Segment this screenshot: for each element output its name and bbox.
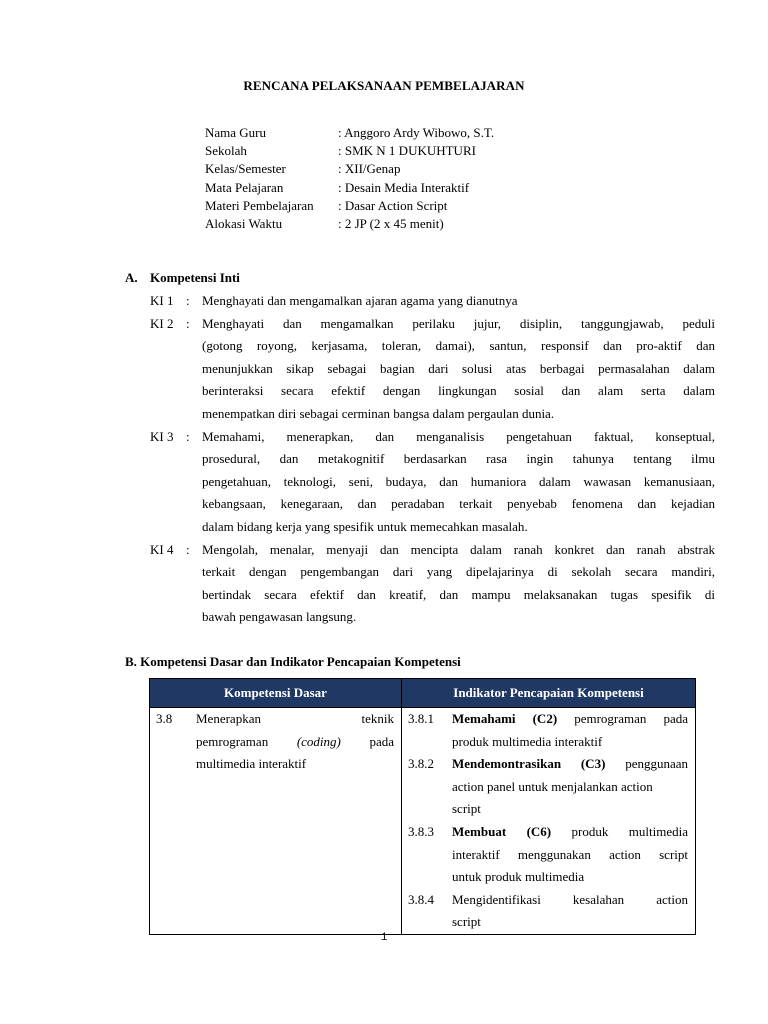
indicator-text xyxy=(452,753,688,821)
ki-text xyxy=(202,539,715,629)
ki-code: KI 1 xyxy=(150,293,174,308)
kd-word-italic: (coding) xyxy=(296,733,341,749)
kd-line xyxy=(196,708,394,731)
indicator-cell xyxy=(402,708,696,935)
indicator-line: untuk produk multimedia xyxy=(452,869,585,885)
ki-line: menunjukkan sikap sebagai bagian dari solusi atas berbagai permasalahan dalam xyxy=(202,360,715,376)
indicator-line xyxy=(452,821,688,844)
ki-text xyxy=(202,313,715,426)
info-label: Kelas/Semester xyxy=(205,161,286,177)
ki-line: bawah pengawasan langsung. xyxy=(202,609,357,625)
indicator-bold: Mendemontrasikan (C3) xyxy=(452,756,606,772)
indicator-item xyxy=(402,753,695,821)
ki-colon: : xyxy=(186,293,190,308)
kd-number: 3.8 xyxy=(156,711,173,726)
ki-colon: : xyxy=(186,541,190,557)
indicator-text xyxy=(452,821,688,889)
section-title: Kompetensi Dasar dan Indikator Pencapaian Kompetensi xyxy=(140,654,461,669)
indicator-line: action panel untuk menjalankan action xyxy=(452,778,653,794)
section-title: Kompetensi Inti xyxy=(150,270,240,285)
ki-line: prosedural, dan metakognitif berdasarkan rasa ingin tahunya tentang ilmu xyxy=(202,451,715,467)
indicator-bold: Membuat (C6) xyxy=(452,823,552,839)
ki-line: menempatkan diri sebagai cerminan bangsa dalam pergaulan dunia. xyxy=(202,405,555,421)
indicator-rest: penggunaan xyxy=(605,756,689,772)
indicator-line: interaktif menggunakan action script xyxy=(452,846,688,862)
ki-line: (gotong royong, kerjasama, toleran, damai), santun, responsif dan pro-aktif dan xyxy=(202,338,715,354)
info-label: Materi Pembelajaran xyxy=(205,197,314,213)
ki-code: KI 3 xyxy=(150,428,174,444)
page-number: 1 xyxy=(380,932,388,944)
indicator-item xyxy=(402,821,695,889)
info-label: Mata Pelajaran xyxy=(205,179,284,195)
header-indikator: Indikator Pencapaian Kompetensi xyxy=(402,679,696,708)
ki-line: Menghayati dan mengamalkan ajaran agama yang dianutnya xyxy=(202,293,518,308)
ki-code: KI 2 xyxy=(150,315,174,331)
section-b-heading xyxy=(125,654,461,670)
info-value: : SMK N 1 DUKUHTURI xyxy=(338,143,476,159)
indicator-rest: pemrograman pada xyxy=(557,711,689,726)
ki-item xyxy=(150,290,715,313)
kd-word: teknik xyxy=(361,711,394,726)
indicator-line xyxy=(452,708,688,731)
info-row xyxy=(205,142,494,160)
section-letter: A. xyxy=(125,270,138,285)
indicator-number: 3.8.2 xyxy=(408,756,434,772)
info-label: Sekolah xyxy=(205,143,247,159)
info-row xyxy=(205,124,494,142)
info-row xyxy=(205,160,494,178)
section-letter: B. xyxy=(125,654,137,669)
ki-line: berinteraksi secara efektif dengan lingkungan sosial dan alam serta dalam xyxy=(202,383,715,399)
indicator-number: 3.8.1 xyxy=(408,711,434,726)
indicator-text xyxy=(452,889,688,934)
indicator-line: script xyxy=(452,801,481,817)
kd-line xyxy=(196,731,394,754)
indicator-text xyxy=(452,708,688,753)
kd-word: pada xyxy=(369,733,395,749)
ki-code: KI 4 xyxy=(150,541,174,557)
info-row xyxy=(205,197,494,215)
info-value: : Dasar Action Script xyxy=(338,197,448,213)
kd-word: pemrograman xyxy=(196,733,269,749)
indicator-item xyxy=(402,708,695,753)
header-kompetensi-dasar: Kompetensi Dasar xyxy=(150,679,402,708)
indicator-number: 3.8.3 xyxy=(408,823,434,839)
indicator-item xyxy=(402,889,695,934)
indicator-line: produk multimedia interaktif xyxy=(452,733,603,749)
ki-line: Mengolah, menalar, menyaji dan mencipta dalam ranah konkret dan ranah abstrak xyxy=(202,541,715,557)
ki-line: Menghayati dan mengamalkan perilaku jujur, disiplin, tanggungjawab, peduli xyxy=(202,315,715,331)
kd-word: Menerapkan xyxy=(196,711,261,726)
ki-line: kebangsaan, kenegaraan, dan peradaban terkait penyebab fenomena dan kejadian xyxy=(202,496,715,512)
ki-line: bertindak secara efektif dan kreatif, dan mampu melaksanakan tugas spesifik di xyxy=(202,586,715,602)
kompetensi-inti-list xyxy=(150,290,715,629)
info-value: : Anggoro Ardy Wibowo, S.T. xyxy=(338,125,495,140)
kd-cell xyxy=(150,708,402,935)
ki-item xyxy=(150,426,715,539)
ki-line: dalam bidang kerja yang spesifik untuk memecahkan masalah. xyxy=(202,518,528,534)
identity-block xyxy=(205,124,494,233)
document-title: RENCANA PELAKSANAAN PEMBELAJARAN xyxy=(243,78,525,93)
info-label: Nama Guru xyxy=(205,125,267,140)
info-value: : 2 JP (2 x 45 menit) xyxy=(338,215,444,231)
ki-text xyxy=(202,426,715,539)
ki-line: pengetahuan, teknologi, seni, budaya, dan humaniora dalam wawasan kemanusiaan, xyxy=(202,473,715,489)
indicator-rest: produk multimedia xyxy=(551,823,688,839)
ki-item xyxy=(150,539,715,629)
ki-text xyxy=(202,290,715,313)
section-a-heading xyxy=(125,270,240,286)
info-value: : Desain Media Interaktif xyxy=(338,179,470,195)
info-row xyxy=(205,215,494,233)
indicator-bold: Memahami (C2) xyxy=(452,711,558,726)
ki-line: terkait dengan pengembangan dari yang dipelajarinya di sekolah secara mandiri, xyxy=(202,564,715,580)
table-header-row xyxy=(150,679,696,708)
ki-colon: : xyxy=(186,428,190,444)
info-row xyxy=(205,179,494,197)
indicator-number: 3.8.4 xyxy=(408,891,434,907)
info-value: : XII/Genap xyxy=(338,161,401,177)
indicator-line: script xyxy=(452,914,481,930)
indicator-line: Mengidentifikasi kesalahan action xyxy=(452,891,688,907)
competency-table xyxy=(149,678,696,935)
kd-description xyxy=(196,708,394,776)
table-row xyxy=(150,708,696,935)
info-label: Alokasi Waktu xyxy=(205,215,283,231)
ki-item xyxy=(150,313,715,426)
ki-line: Memahami, menerapkan, dan menganalisis pengetahuan faktual, konseptual, xyxy=(202,428,715,444)
indicator-line xyxy=(452,753,688,776)
kd-line: multimedia interaktif xyxy=(196,756,307,772)
ki-colon: : xyxy=(186,315,190,331)
